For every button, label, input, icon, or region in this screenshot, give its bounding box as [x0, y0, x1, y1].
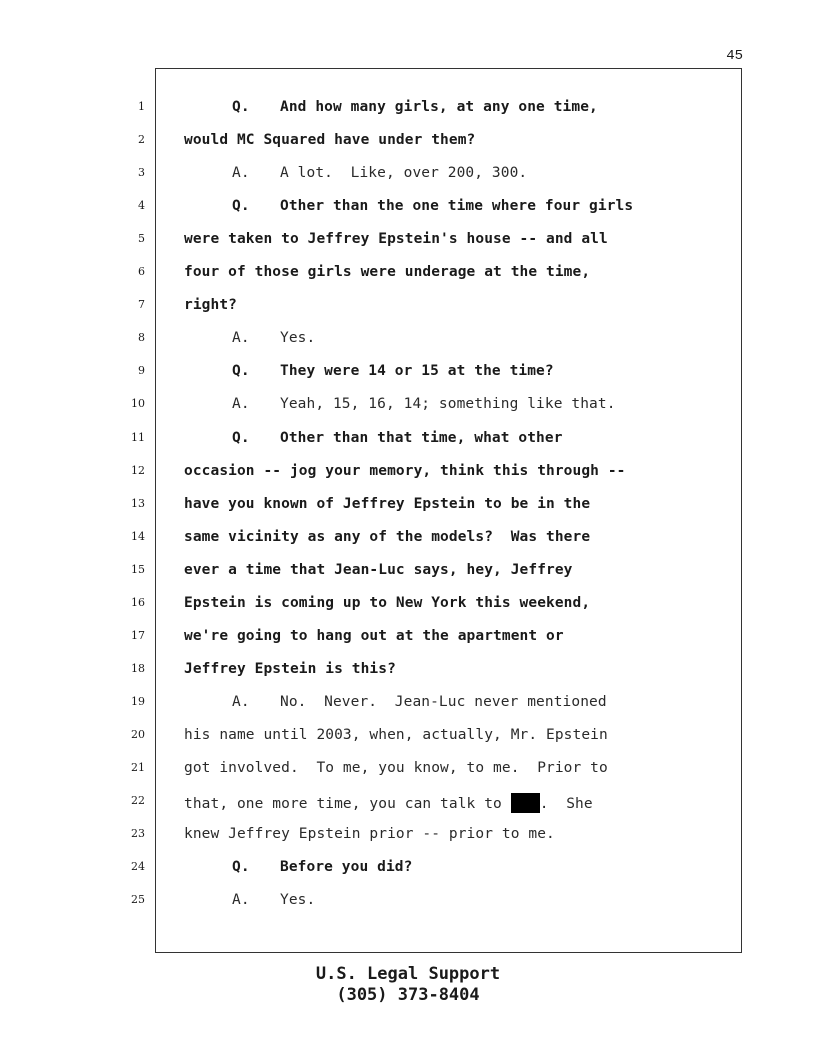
answer-line	[184, 694, 607, 710]
line-number: 25	[131, 893, 145, 907]
line-text: Jeffrey Epstein is this?	[184, 660, 396, 677]
page-number: 45	[726, 48, 743, 64]
question-marker: Q.	[232, 363, 250, 380]
line-text: were taken to Jeffrey Epstein's house -- and all	[184, 231, 608, 248]
line-number: 1	[138, 100, 145, 113]
question-marker: Q.	[232, 198, 250, 215]
question-line	[184, 132, 475, 148]
question-line	[184, 529, 590, 545]
line-number: 8	[138, 331, 145, 345]
answer-line	[184, 892, 315, 908]
line-text: got involved. To me, you know, to me. Prior to	[184, 760, 608, 776]
answer-line	[184, 396, 616, 412]
answer-marker: A.	[232, 165, 250, 182]
question-line	[184, 562, 573, 578]
line-number: 16	[131, 595, 145, 609]
line-number: 3	[138, 166, 145, 180]
question-line	[184, 859, 412, 875]
line-number: 21	[131, 761, 145, 774]
line-text: Before you did?	[280, 859, 413, 876]
footer-phone: (305) 373-8404	[336, 985, 480, 1005]
footer	[0, 964, 816, 1006]
line-number: 9	[138, 364, 145, 378]
line-text: Yes.	[280, 330, 316, 347]
question-line	[184, 430, 563, 446]
line-text: They were 14 or 15 at the time?	[280, 363, 554, 380]
line-number: 24	[131, 860, 145, 874]
answer-line	[184, 165, 527, 181]
line-number: 23	[131, 827, 145, 841]
line-number: 5	[138, 232, 145, 246]
line-text: Epstein is coming up to New York this weekend,	[184, 594, 591, 611]
redaction-block	[511, 793, 540, 813]
line-text: four of those girls were underage at the time,	[184, 264, 591, 281]
answer-line	[184, 826, 555, 842]
answer-line	[184, 760, 608, 776]
line-number: 14	[131, 529, 145, 543]
line-text: would MC Squared have under them?	[184, 132, 476, 149]
line-text: same vicinity as any of the models? Was there	[184, 528, 591, 545]
line-number: 11	[131, 430, 145, 444]
line-number: 13	[131, 496, 145, 510]
line-text: that, one more time, you can talk to	[184, 796, 502, 813]
line-number: 12	[131, 463, 145, 477]
line-text: right?	[184, 297, 237, 314]
line-text: we're going to hang out at the apartment or	[184, 627, 564, 644]
line-text: ever a time that Jean-Luc says, hey, Jeffrey	[184, 561, 573, 578]
line-text: knew Jeffrey Epstein prior -- prior to me.	[184, 826, 555, 843]
line-text: And how many girls, at any one time,	[280, 99, 598, 115]
answer-marker: A.	[232, 693, 250, 710]
question-line	[184, 264, 590, 280]
line-text: occasion -- jog your memory, think this through --	[184, 462, 626, 479]
question-line	[184, 661, 396, 677]
question-line	[184, 463, 626, 479]
answer-marker: A.	[232, 396, 250, 413]
question-marker: Q.	[232, 429, 250, 446]
line-text: have you known of Jeffrey Epstein to be in the	[184, 495, 591, 512]
answer-line	[184, 727, 608, 743]
line-number: 18	[131, 661, 145, 675]
answer-line	[184, 330, 315, 346]
answer-marker: A.	[232, 892, 250, 909]
line-number: 20	[131, 727, 145, 741]
line-text: Other than the one time where four girls	[280, 198, 634, 215]
answer-marker: A.	[232, 330, 250, 347]
line-text: his name until 2003, when, actually, Mr. Epstein	[184, 726, 608, 743]
line-number: 17	[131, 628, 145, 642]
question-line	[184, 231, 608, 247]
line-text: A lot. Like, over 200, 300.	[280, 165, 528, 182]
question-line	[184, 99, 598, 115]
line-text: Other than that time, what other	[280, 429, 563, 446]
line-number: 15	[131, 562, 145, 576]
question-marker: Q.	[232, 859, 250, 876]
line-number: 7	[138, 298, 145, 312]
line-number: 6	[138, 265, 145, 279]
question-line	[184, 297, 237, 313]
line-number: 4	[138, 199, 145, 213]
footer-company: U.S. Legal Support	[315, 964, 501, 984]
question-marker: Q.	[232, 99, 250, 115]
line-number: 2	[138, 133, 145, 147]
question-line	[184, 363, 554, 379]
answer-line	[184, 793, 593, 813]
question-line	[184, 198, 633, 214]
line-text: Yes.	[280, 892, 316, 909]
line-number: 10	[131, 397, 145, 411]
question-line	[184, 496, 590, 512]
line-number: 22	[131, 794, 145, 808]
line-text-after-redaction: . She	[539, 796, 593, 813]
line-text: Yeah, 15, 16, 14; something like that.	[280, 396, 616, 413]
line-number: 19	[131, 694, 145, 708]
line-text: No. Never. Jean-Luc never mentioned	[280, 693, 607, 710]
question-line	[184, 595, 590, 611]
question-line	[184, 628, 564, 644]
